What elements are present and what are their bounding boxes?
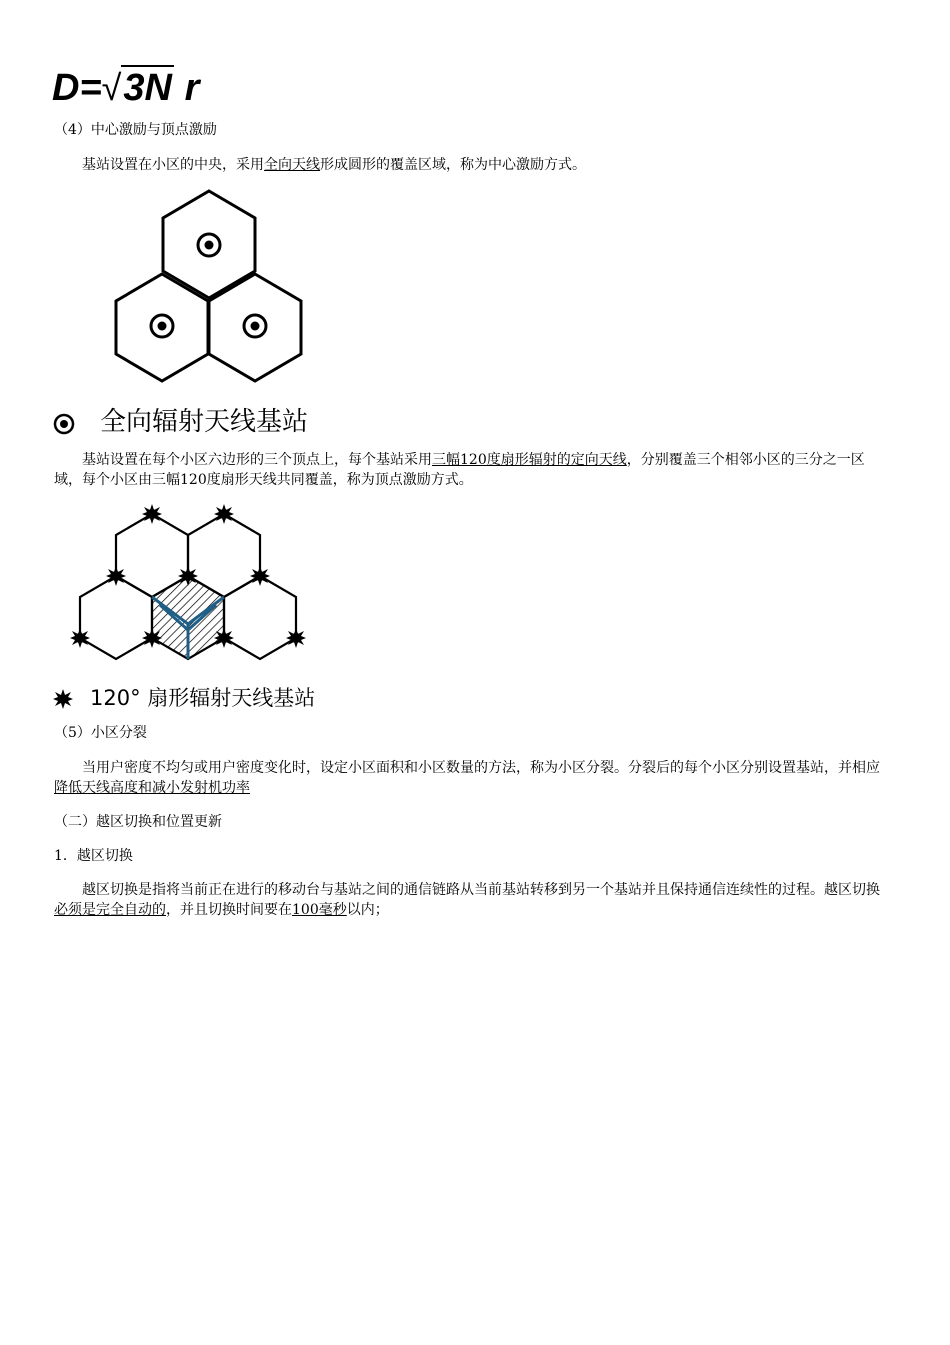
formula-radicand: 3N	[123, 67, 172, 109]
sector-antenna-icon	[106, 566, 126, 586]
sector-antenna-legend: 120° 扇形辐射天线基站	[90, 686, 316, 710]
underlined-term: 全向天线	[264, 157, 320, 173]
formula-r: r	[184, 67, 200, 109]
sector-antenna-icon	[286, 628, 306, 648]
omni-antenna-icon	[198, 234, 220, 256]
handover-subheading: 1．越区切换	[54, 848, 133, 864]
vertex-excitation-paragraph	[54, 450, 892, 490]
sector-antenna-icon	[142, 504, 162, 524]
distance-formula	[52, 66, 199, 110]
formula-d: D	[52, 67, 80, 109]
sector-antenna-icon	[214, 504, 234, 524]
text: 当用户密度不均匀或用户密度变化时，设定小区面积和小区数量的方法，称为小区分裂。分裂后的每个小区分别设置基站，并相应	[82, 760, 880, 776]
text: 形成圆形的覆盖区域，称为中心激励方式。	[320, 157, 586, 173]
sector-antenna-icon	[250, 566, 270, 586]
text: 基站设置在小区的中央，采用	[82, 157, 264, 173]
formula-radical: √	[101, 67, 122, 108]
text: 基站设置在每个小区六边形的三个顶点上，每个基站采用	[82, 452, 432, 468]
center-excitation-diagram	[110, 185, 310, 385]
sector-antenna-icon	[70, 628, 90, 648]
underlined-term: 100毫秒	[292, 902, 347, 918]
section-5-heading: （5）小区分裂	[54, 725, 147, 741]
omni-antenna-icon	[244, 315, 266, 337]
text: ，分别覆盖三个相邻小区的三分之一区域，每个小区由三幅120度扇形天线共同覆盖，称为顶点激励方式。	[54, 452, 865, 488]
underlined-term: 三幅120度扇形辐射的定向天线	[432, 452, 627, 468]
underlined-term: 降低天线高度和减小发射机功率	[54, 780, 250, 796]
text: ，并且切换时间要在	[166, 902, 292, 918]
text: 越区切换是指将当前正在进行的移动台与基站之间的通信链路从当前基站转移到另一个基站并且保持通信连续性的过程。越区切换	[82, 882, 880, 898]
omni-antenna-icon	[151, 315, 173, 337]
vertex-excitation-diagram	[60, 500, 320, 665]
handover-paragraph	[54, 880, 892, 920]
omni-antenna-icon	[52, 412, 76, 436]
cell-splitting-paragraph	[54, 758, 892, 798]
sector-antenna-icon	[52, 688, 74, 710]
part-2-heading: （二）越区切换和位置更新	[54, 814, 222, 830]
underlined-term: 必须是完全自动的	[54, 902, 166, 918]
center-excitation-paragraph	[54, 155, 892, 175]
section-4-heading: （4）中心激励与顶点激励	[54, 122, 217, 138]
omni-antenna-legend: 全向辐射天线基站	[100, 407, 309, 437]
formula-equals: =	[79, 67, 102, 109]
text: 以内；	[346, 902, 389, 918]
